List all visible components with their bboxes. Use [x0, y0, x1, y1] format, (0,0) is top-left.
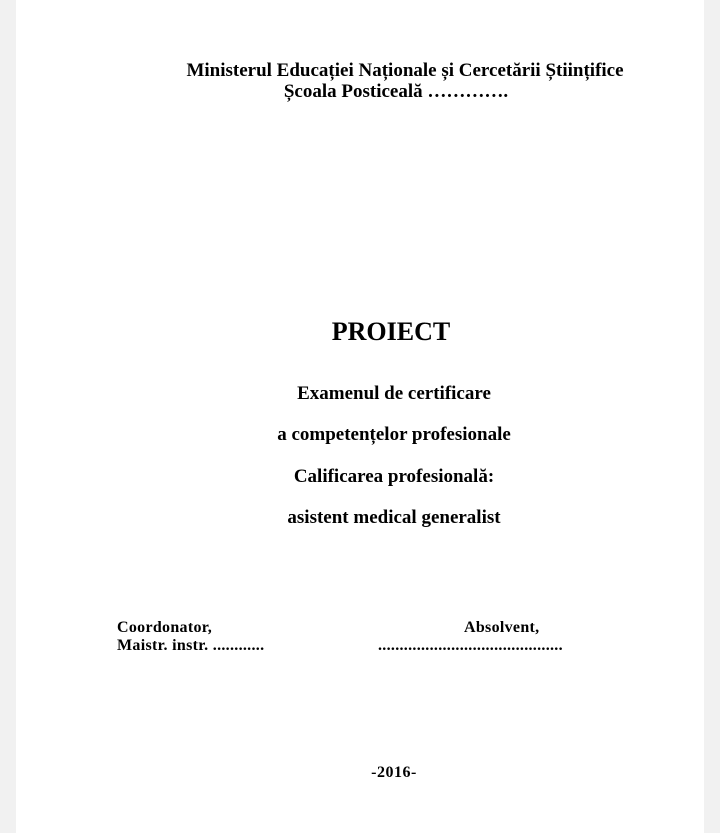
- graduate-name: ...........................................: [378, 637, 563, 654]
- document-title: PROIECT: [331, 317, 451, 346]
- subtitle-line: asistent medical generalist: [287, 507, 501, 528]
- coordinator-label: Coordonator,: [117, 619, 213, 636]
- subtitle-line: Examenul de certificare: [297, 383, 491, 404]
- subtitle-line: Calificarea profesională:: [293, 466, 495, 487]
- document-page: [16, 0, 704, 833]
- graduate-label: Absolvent,: [464, 619, 540, 636]
- ministry-heading: Ministerul Educației Naționale și Cercetării Științifice: [186, 60, 624, 81]
- subtitle-line: a competențelor profesionale: [277, 424, 511, 445]
- document-year: -2016-: [371, 764, 417, 781]
- coordinator-name: Maistr. instr. ............: [117, 637, 265, 654]
- school-heading: Școala Posticeală ………….: [283, 81, 509, 102]
